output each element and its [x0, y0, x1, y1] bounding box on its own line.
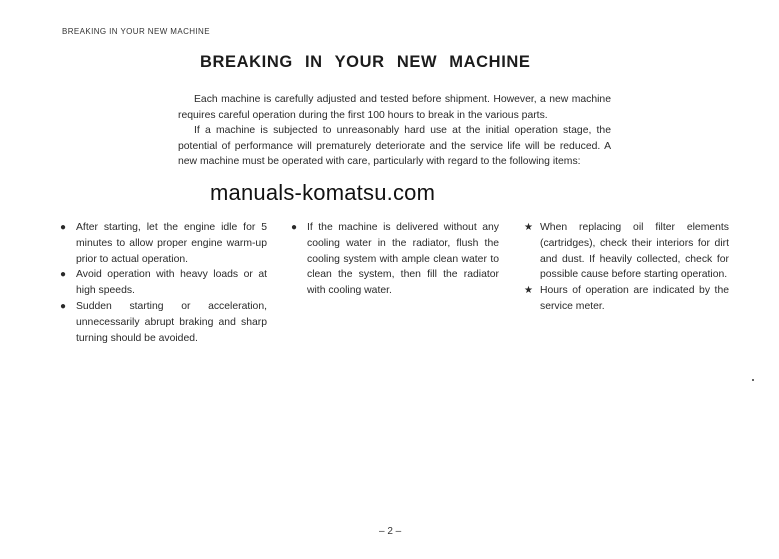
intro-paragraph-1: Each machine is carefully adjusted and tested before shipment. However, a new machine requires careful operation during the first 100 hours to break in the various parts. [178, 94, 611, 121]
list-item-text: When replacing oil filter elements (cartridges), check their interiors for dirt and dust. If heavily collected, check for possible cause before starting operation. [540, 222, 729, 281]
list-item [524, 283, 729, 315]
star-icon: ★ [524, 285, 533, 297]
intro-paragraph-2: If a machine is subjected to unreasonably hard use at the initial operation stage, the potential of performance will prematurely deteriorate and the service life will be reduced. A new machine must be operated with care, particularly with regard to the following items: [178, 125, 611, 168]
running-head: BREAKING IN YOUR NEW MACHINE [62, 27, 210, 36]
column-1 [60, 220, 267, 346]
list-item-text: After starting, let the engine idle for 5 minutes to allow proper engine warm-up prior to actual operation. [76, 222, 267, 265]
list-item-text: Avoid operation with heavy loads or at high speeds. [76, 269, 267, 297]
list-item [60, 267, 267, 299]
star-icon: ★ [524, 222, 533, 233]
list-item-text: If the machine is delivered without any cooling water in the radiator, flush the cooling system with ample clean water to clean the system, then fill the radiator with cooling water. [307, 222, 499, 297]
bullet-icon: ● [60, 269, 67, 281]
bullet-icon: ● [60, 222, 67, 233]
list-item [291, 220, 499, 299]
column-2 [291, 220, 499, 299]
list-item [524, 220, 729, 283]
list-item [60, 299, 267, 346]
watermark: manuals-komatsu.com [210, 180, 436, 205]
list-item-text: Hours of operation are indicated by the service meter. [540, 285, 729, 312]
bullet-icon: ● [291, 222, 298, 233]
intro-text [178, 92, 611, 170]
list-item [60, 220, 267, 267]
page-number: – 2 – [379, 526, 402, 537]
bullet-icon: ● [60, 300, 67, 312]
scan-speck [752, 379, 754, 381]
page-title: BREAKING IN YOUR NEW MACHINE [200, 53, 531, 71]
column-3 [524, 220, 729, 315]
list-item-text: Sudden starting or acceleration, unnecessarily abrupt braking and sharp turning should be avoided. [76, 300, 267, 344]
